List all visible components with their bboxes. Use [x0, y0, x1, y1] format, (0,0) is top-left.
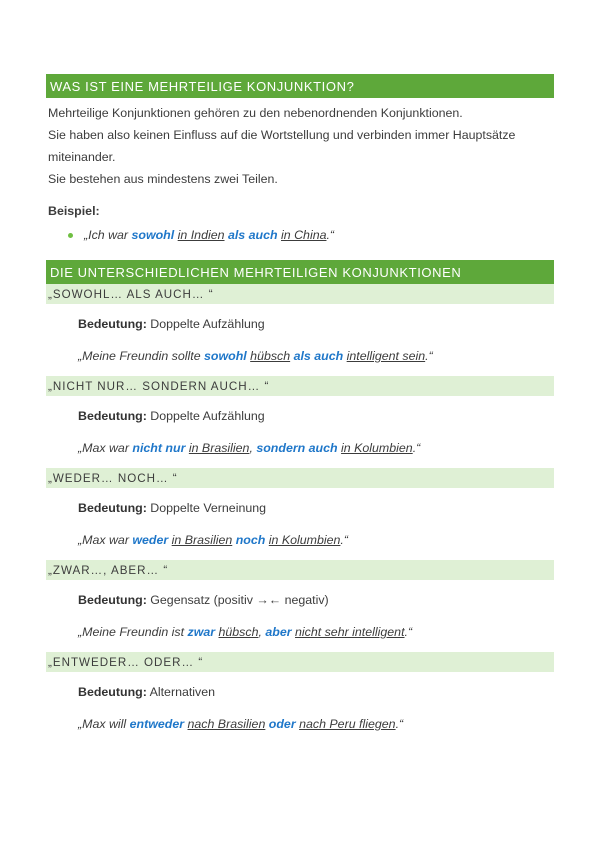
underlined-phrase: nach Peru fliegen: [299, 717, 396, 731]
sentence-text: „Meine Freundin ist: [78, 625, 188, 639]
sentence-text: „Max war: [78, 533, 133, 547]
conjunction-keyword: weder: [132, 533, 169, 547]
conjunction-keyword: als auch: [293, 349, 344, 363]
underlined-phrase: hübsch: [218, 625, 259, 639]
underlined-phrase: in Indien: [177, 228, 225, 242]
paragraph-4: Sie bestehen aus mindestens zwei Teilen.: [48, 172, 278, 186]
underlined-phrase: in Kolumbien: [268, 533, 341, 547]
sentence-text: „Max war: [78, 441, 133, 455]
meaning-line: [78, 683, 554, 701]
section-heading-types: DIE UNTERSCHIEDLICHEN MEHRTEILIGEN KONJUNKTIONEN: [46, 260, 554, 284]
example-sentence: [78, 439, 554, 457]
sentence-text: ,: [249, 441, 257, 455]
example-sentence: [78, 347, 554, 365]
conjunction-keyword: als auch: [227, 228, 278, 242]
underlined-phrase: in China: [281, 228, 327, 242]
conjunction-entry: [46, 407, 554, 457]
conjunction-heading: „NICHT NUR… SONDERN AUCH… “: [46, 376, 554, 396]
conjunction-entry: [46, 315, 554, 365]
section-heading-definition: WAS IST EINE MEHRTEILIGE KONJUNKTION?: [46, 74, 554, 98]
document-page: [46, 74, 554, 744]
meaning-label: Bedeutung:: [78, 317, 147, 331]
conjunction-heading: „SOWOHL… ALS AUCH… “: [46, 284, 554, 304]
conjunction-keyword: zwar: [187, 625, 216, 639]
conjunction-heading: „WEDER… NOCH… “: [46, 468, 554, 488]
example-sentence: [78, 623, 554, 641]
meaning-line: [78, 591, 554, 609]
example-sentence: [84, 226, 334, 244]
conjunction-keyword: entweder: [129, 717, 185, 731]
example-bullet: [68, 226, 554, 244]
meaning-text: Gegensatz (positiv →← negativ): [150, 593, 329, 607]
conjunction-keyword: nicht nur: [132, 441, 186, 455]
conjunction-keyword: sondern auch: [256, 441, 338, 455]
conjunction-keyword: noch: [235, 533, 266, 547]
sentence-text: .“: [395, 717, 404, 731]
meaning-text: Alternativen: [149, 685, 216, 699]
example-sentence: [78, 715, 554, 733]
underlined-phrase: in Brasilien: [171, 533, 233, 547]
sentence-text: .“: [425, 349, 433, 363]
meaning-text: Doppelte Aufzählung: [150, 409, 265, 423]
sentence-text: .“: [404, 625, 413, 639]
conjunction-heading: „ZWAR…, ABER… “: [46, 560, 554, 580]
underlined-phrase: intelligent sein: [346, 349, 426, 363]
meaning-label: Bedeutung:: [78, 409, 147, 423]
underlined-phrase: in Kolumbien: [341, 441, 413, 455]
example-label: Beispiel:: [48, 204, 100, 218]
meaning-line: [78, 499, 554, 517]
sentence-text: „Meine Freundin sollte: [78, 349, 205, 363]
underlined-phrase: in Brasilien: [188, 441, 250, 455]
sentence-text: „Ich war: [84, 228, 132, 242]
paragraph-1: Mehrteilige Konjunktionen gehören zu den nebenordnenden Konjunktionen.: [48, 106, 463, 120]
conjunction-keyword: oder: [268, 717, 296, 731]
meaning-label: Bedeutung:: [78, 593, 147, 607]
meaning-text: Doppelte Aufzählung: [150, 317, 265, 331]
bullet-dot-icon: [68, 233, 73, 238]
sentence-text: ,: [258, 625, 266, 639]
meaning-label: Bedeutung:: [78, 685, 147, 699]
conjunction-list: [46, 284, 554, 733]
meaning-line: [78, 407, 554, 425]
meaning-text: Doppelte Verneinung: [150, 501, 267, 515]
sentence-text: „Max will: [78, 717, 130, 731]
conjunction-entry: [46, 499, 554, 549]
paragraph-3: miteinander.: [48, 150, 116, 164]
underlined-phrase: hübsch: [250, 349, 291, 363]
conjunction-heading: „ENTWEDER… ODER… “: [46, 652, 554, 672]
conjunction-keyword: sowohl: [204, 349, 247, 363]
sentence-text: .“: [326, 228, 335, 242]
meaning-line: [78, 315, 554, 333]
conjunction-entry: [46, 591, 554, 641]
sentence-text: .“: [412, 441, 421, 455]
example-sentence: [78, 531, 554, 549]
paragraph-2: Sie haben also keinen Einfluss auf die Wortstellung und verbinden immer Hauptsätze: [48, 128, 516, 142]
underlined-phrase: nach Brasilien: [187, 717, 266, 731]
sentence-text: .“: [340, 533, 348, 547]
conjunction-keyword: aber: [265, 625, 292, 639]
conjunction-keyword: sowohl: [131, 228, 175, 242]
conjunction-entry: [46, 683, 554, 733]
underlined-phrase: nicht sehr intelligent: [295, 625, 405, 639]
meaning-label: Bedeutung:: [78, 501, 147, 515]
